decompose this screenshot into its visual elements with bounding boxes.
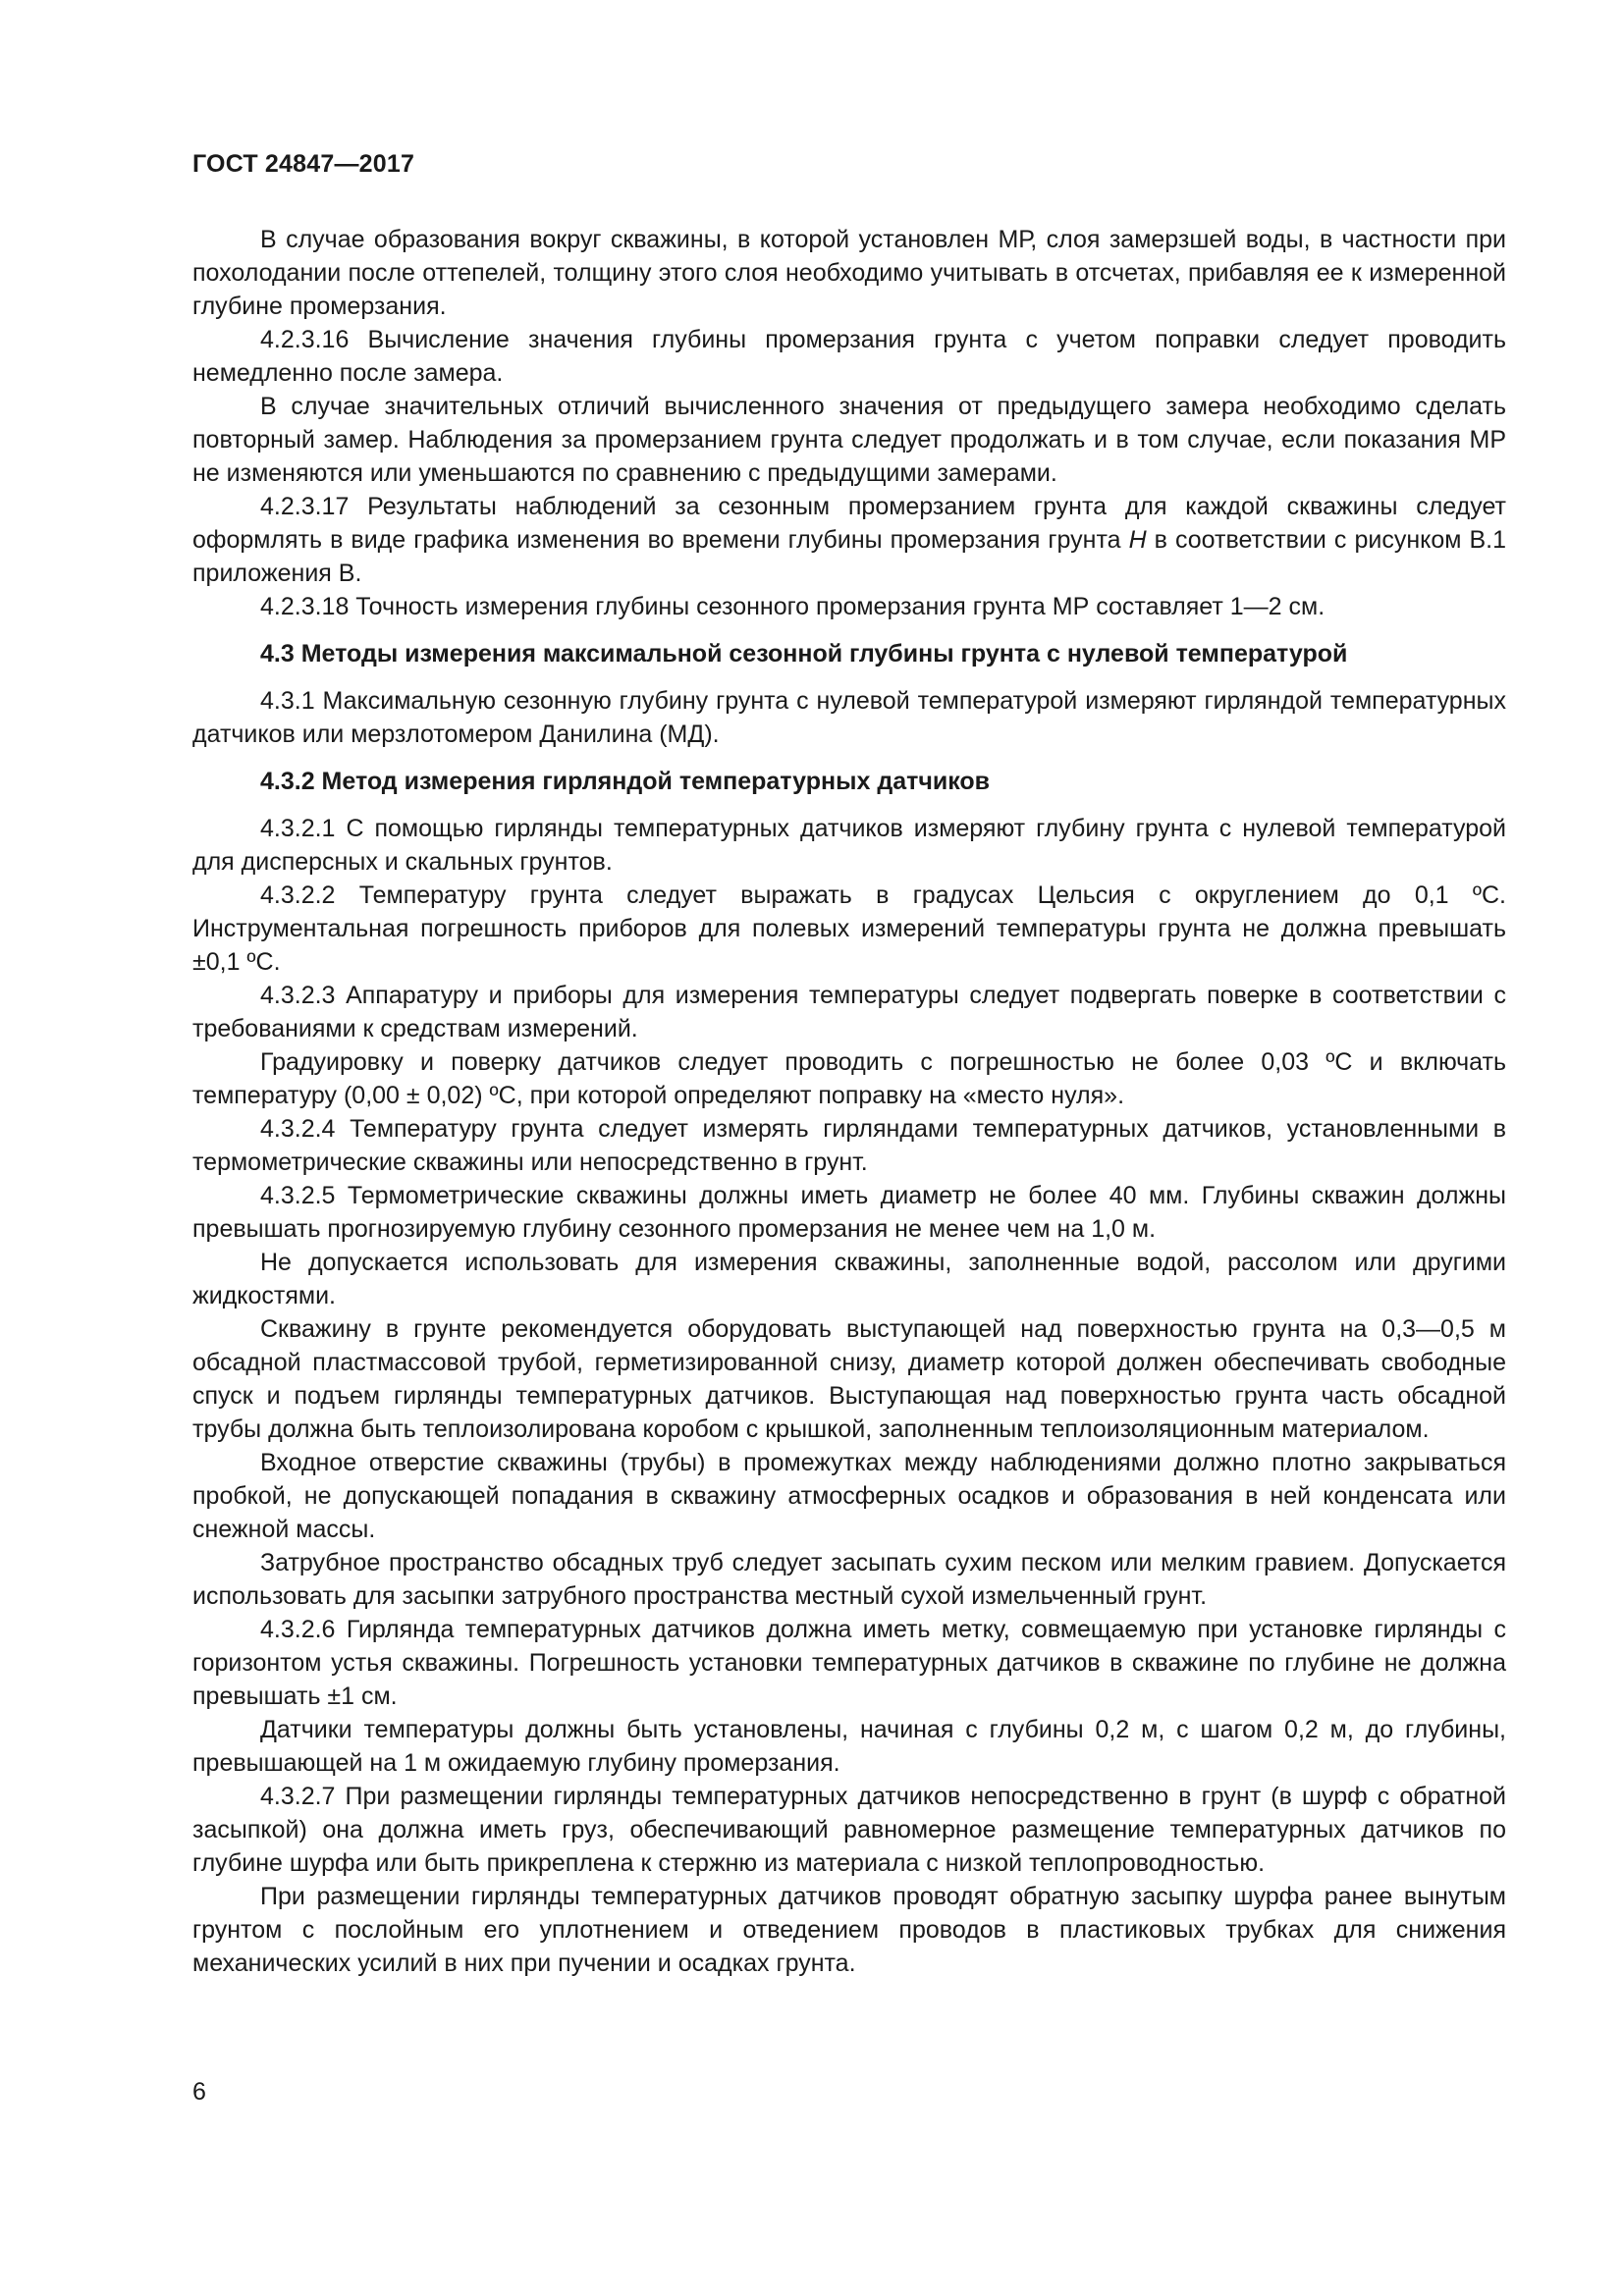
paragraph-sensor-spacing: Датчики температуры должны быть установлены, начиная с глубины 0,2 м, с шагом 0,2 м, до глубины, превышающей на 1 м ожидаемую глубину промерзания. [192, 1716, 1506, 1777]
paragraph-4-3-2-2: 4.3.2.2 Температуру грунта следует выражать в градусах Цельсия с округлением до 0,1 ºС. Инструментальная погрешность приборов для полевых измерений температуры грунта не должна превышать ±0,1 ºС. [192, 881, 1506, 976]
paragraph-casing-pipe: Скважину в грунте рекомендуется оборудовать выступающей над поверхностью грунта на 0,3—0,5 м обсадной пластмассовой трубой, герметизированной снизу, диаметр которой должен обеспечивать свободные спуск и подъем гирлянды температурных датчиков. Выступающая над поверхностью грунта часть обсадной трубы должна быть теплоизолирована коробом с крышкой, заполненным теплоизоляционным материалом. [192, 1315, 1506, 1443]
paragraph-4-3-2-7: 4.3.2.7 При размещении гирлянды температурных датчиков непосредственно в грунт (в шурф с обратной засыпкой) она должна иметь груз, обеспечивающий равномерное размещение температурных датчиков по глубине шурфа или быть прикреплена к стержню из материала с низкой теплопроводностью. [192, 1783, 1506, 1877]
paragraph-calibration: Градуировку и поверку датчиков следует проводить с погрешностью не более 0,03 ºС и включать температуру (0,00 ± 0,02) ºС, при которой определяют поправку на «место нуля». [192, 1048, 1506, 1109]
paragraph-4-3-2-3: 4.3.2.3 Аппаратуру и приборы для измерения температуры следует подвергать поверке в соответствии с требованиями к средствам измерений. [192, 982, 1506, 1042]
section-heading-4-3: 4.3 Методы измерения максимальной сезонной глубины грунта с нулевой температурой [260, 640, 1348, 667]
paragraph-well-plug: Входное отверстие скважины (трубы) в промежутках между наблюдениями должно плотно закрываться пробкой, не допускающей попадания в скважину атмосферных осадков и образования в ней конденсата или снежной массы. [192, 1449, 1506, 1543]
paragraph-repeat-measurement: В случае значительных отличий вычисленного значения от предыдущего замера необходимо сделать повторный замер. Наблюдения за промерзанием грунта следует продолжать и в том случае, если показания МР не изменяются или уменьшаются по сравнению с предыдущими замерами. [192, 393, 1506, 487]
paragraph-pit-backfill: При размещении гирлянды температурных датчиков проводят обратную засыпку шурфа ранее вынутым грунтом с послойным его уплотнением и отведением проводов в пластиковых трубках для снижения механических усилий в них при пучении и осадках грунта. [192, 1883, 1506, 1977]
paragraph-4-2-3-18: 4.2.3.18 Точность измерения глубины сезонного промерзания грунта МР составляет 1—2 см. [260, 593, 1325, 620]
paragraph-no-fluid-wells: Не допускается использовать для измерения скважины, заполненные водой, рассолом или другими жидкостями. [192, 1249, 1506, 1309]
paragraph-4-2-3-17: 4.2.3.17 Результаты наблюдений за сезонным промерзанием грунта для каждой скважины следует оформлять в виде графика изменения во времени глубины промерзания грунта H в соответствии с рисунком В.1 приложения В. [192, 493, 1506, 587]
paragraph-4-3-2-5: 4.3.2.5 Термометрические скважины должны иметь диаметр не более 40 мм. Глубины скважин должны превышать прогнозируемую глубину сезонного промерзания не менее чем на 1,0 м. [192, 1182, 1506, 1243]
paragraph-4-3-1: 4.3.1 Максимальную сезонную глубину грунта с нулевой температурой измеряют гирляндой температурных датчиков или мерзлотомером Данилина (МД). [192, 687, 1506, 748]
section-heading-4-3-2: 4.3.2 Метод измерения гирляндой температурных датчиков [260, 768, 991, 795]
paragraph-annulus-backfill: Затрубное пространство обсадных труб следует засыпать сухим песком или мелким гравием. Допускается использовать для засыпки затрубного пространства местный сухой измельченный грунт. [192, 1549, 1506, 1610]
document-body [192, 223, 1506, 1980]
document-header: ГОСТ 24847—2017 [192, 150, 415, 178]
paragraph-frozen-water-layer: В случае образования вокруг скважины, в которой установлен МР, слоя замерзшей воды, в частности при похолодании после оттепелей, толщину этого слоя необходимо учитывать в отсчетах, прибавляя ее к измеренной глубине промерзания. [192, 226, 1506, 320]
paragraph-4-3-2-4: 4.3.2.4 Температуру грунта следует измерять гирляндами температурных датчиков, установленными в термометрические скважины или непосредственно в грунт. [192, 1115, 1506, 1176]
paragraph-4-2-3-16: 4.2.3.16 Вычисление значения глубины промерзания грунта с учетом поправки следует проводить немедленно после замера. [192, 326, 1506, 387]
paragraph-4-3-2-1: 4.3.2.1 С помощью гирлянды температурных датчиков измеряют глубину грунта с нулевой температурой для дисперсных и скальных грунтов. [192, 815, 1506, 876]
paragraph-4-3-2-6: 4.3.2.6 Гирлянда температурных датчиков должна иметь метку, совмещаемую при установке гирлянды с горизонтом устья скважины. Погрешность установки температурных датчиков в скважине по глубине не должна превышать ±1 см. [192, 1616, 1506, 1710]
page-number: 6 [192, 2078, 206, 2106]
